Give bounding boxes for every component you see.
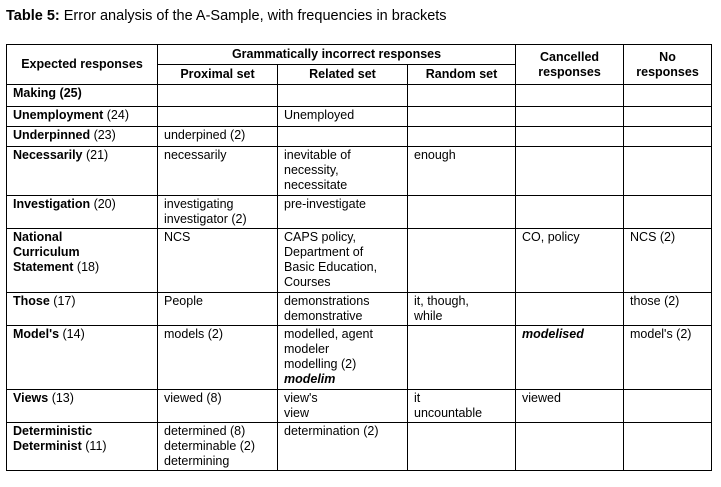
related-cell [278, 127, 408, 147]
error-analysis-table [6, 44, 712, 471]
table-row [7, 107, 712, 127]
expected-response-cell [7, 390, 158, 423]
expected-frequency: (17) [49, 294, 76, 308]
cancelled-cell [516, 293, 624, 326]
random-cell [408, 390, 516, 423]
proximal-cell [158, 196, 278, 229]
no-cell [624, 107, 712, 127]
proximal-cell [158, 293, 278, 326]
related-response: demonstrative [284, 309, 363, 323]
random-cell [408, 127, 516, 147]
table-row [7, 293, 712, 326]
related-response: Basic Education, [284, 260, 378, 274]
expected-response-cell [7, 127, 158, 147]
no-cell [624, 85, 712, 107]
cancelled-cell [516, 147, 624, 196]
proximal-cell [158, 423, 278, 471]
proximal-response: viewed (8) [164, 391, 222, 405]
proximal-cell [158, 85, 278, 107]
related-cell [278, 107, 408, 127]
related-response: Unemployed [284, 108, 355, 122]
expected-response-cell [7, 229, 158, 293]
related-response: view [284, 406, 310, 420]
table-row [7, 196, 712, 229]
related-response: modelim [284, 372, 336, 386]
expected-word: Curriculum [13, 245, 80, 259]
proximal-response: investigating [164, 197, 234, 211]
expected-response-cell [7, 293, 158, 326]
no-cell [624, 127, 712, 147]
header-expected-responses: Expected responses [7, 45, 158, 85]
expected-frequency: (11) [81, 439, 107, 453]
expected-word: Necessarily [13, 148, 83, 162]
proximal-cell [158, 107, 278, 127]
related-response: modelling (2) [284, 357, 357, 371]
expected-response-cell [7, 147, 158, 196]
related-response: necessitate [284, 178, 348, 192]
no-response: those (2) [630, 294, 680, 308]
random-response: it [414, 391, 421, 405]
expected-frequency: (18) [73, 260, 100, 274]
header-random-set: Random set [408, 65, 516, 85]
proximal-cell [158, 147, 278, 196]
expected-word: Unemployment [13, 108, 104, 122]
random-cell [408, 229, 516, 293]
caption-label: Table 5: [6, 8, 60, 24]
table-row [7, 85, 712, 107]
no-cell [624, 229, 712, 293]
expected-response-cell [7, 423, 158, 471]
cancelled-response: CO, policy [522, 230, 580, 244]
related-cell [278, 196, 408, 229]
related-response: modelled, agent [284, 327, 373, 341]
cancelled-cell [516, 85, 624, 107]
related-response: necessity, [284, 163, 339, 177]
header-cancelled-responses: Cancelled responses [516, 45, 624, 85]
table-caption [6, 8, 447, 24]
expected-response-cell [7, 85, 158, 107]
expected-word: Those [13, 294, 50, 308]
header-no-responses: No responses [624, 45, 712, 85]
proximal-response: People [164, 294, 203, 308]
table-body [7, 85, 712, 471]
related-cell [278, 390, 408, 423]
related-cell [278, 423, 408, 471]
random-response: it, though, [414, 294, 469, 308]
expected-word: Determinist [13, 439, 82, 453]
expected-word: Model's [13, 327, 60, 341]
related-response: pre-investigate [284, 197, 366, 211]
expected-frequency: (14) [59, 327, 85, 341]
no-cell [624, 390, 712, 423]
expected-response-cell [7, 107, 158, 127]
related-cell [278, 85, 408, 107]
no-cell [624, 423, 712, 471]
cancelled-cell [516, 423, 624, 471]
expected-frequency: (21) [82, 148, 109, 162]
related-response: inevitable of [284, 148, 351, 162]
random-cell [408, 107, 516, 127]
proximal-cell [158, 229, 278, 293]
header-related-set: Related set [278, 65, 408, 85]
expected-response-cell [7, 196, 158, 229]
random-cell [408, 293, 516, 326]
cancelled-cell [516, 196, 624, 229]
expected-word: Deterministic [13, 424, 93, 438]
proximal-response: determining [164, 454, 230, 468]
expected-frequency: (24) [103, 108, 129, 122]
proximal-response: investigator (2) [164, 212, 247, 226]
table-row [7, 326, 712, 390]
no-response: model's (2) [630, 327, 692, 341]
expected-word: Making (25) [13, 86, 82, 100]
no-cell [624, 293, 712, 326]
cancelled-cell [516, 390, 624, 423]
related-response: determination (2) [284, 424, 379, 438]
expected-frequency: (13) [48, 391, 74, 405]
proximal-cell [158, 127, 278, 147]
proximal-response: determinable (2) [164, 439, 256, 453]
cancelled-cell [516, 326, 624, 390]
random-response: while [414, 309, 443, 323]
table-row [7, 229, 712, 293]
random-cell [408, 423, 516, 471]
random-cell [408, 196, 516, 229]
random-cell [408, 326, 516, 390]
caption-text: Error analysis of the A-Sample, with frequencies in brackets [59, 8, 447, 24]
proximal-response: necessarily [164, 148, 227, 162]
header-grammatically-incorrect: Grammatically incorrect responses [158, 45, 516, 65]
related-response: modeler [284, 342, 330, 356]
cancelled-cell [516, 229, 624, 293]
related-cell [278, 229, 408, 293]
table-row [7, 147, 712, 196]
expected-response-cell [7, 326, 158, 390]
proximal-cell [158, 390, 278, 423]
related-response: Department of [284, 245, 364, 259]
expected-frequency: (20) [90, 197, 116, 211]
no-cell [624, 326, 712, 390]
no-cell [624, 147, 712, 196]
expected-word: Statement [13, 260, 74, 274]
random-response: enough [414, 148, 456, 162]
related-response: view's [284, 391, 318, 405]
no-response: NCS (2) [630, 230, 676, 244]
no-cell [624, 196, 712, 229]
cancelled-cell [516, 127, 624, 147]
cancelled-cell [516, 107, 624, 127]
related-response: demonstrations [284, 294, 370, 308]
random-cell [408, 85, 516, 107]
expected-word: Views [13, 391, 49, 405]
header-proximal-set: Proximal set [158, 65, 278, 85]
related-response: CAPS policy, [284, 230, 357, 244]
expected-frequency: (23) [90, 128, 116, 142]
related-cell [278, 147, 408, 196]
related-cell [278, 293, 408, 326]
random-cell [408, 147, 516, 196]
random-response: uncountable [414, 406, 483, 420]
related-response: Courses [284, 275, 331, 289]
expected-word: National [13, 230, 63, 244]
proximal-response: underpined (2) [164, 128, 246, 142]
proximal-cell [158, 326, 278, 390]
table-row [7, 423, 712, 471]
proximal-response: determined (8) [164, 424, 246, 438]
cancelled-response: modelised [522, 327, 584, 341]
table-row [7, 127, 712, 147]
proximal-response: NCS [164, 230, 191, 244]
expected-word: Investigation [13, 197, 91, 211]
expected-word: Underpinned [13, 128, 91, 142]
table-row [7, 390, 712, 423]
related-cell [278, 326, 408, 390]
cancelled-response: viewed [522, 391, 561, 405]
proximal-response: models (2) [164, 327, 224, 341]
